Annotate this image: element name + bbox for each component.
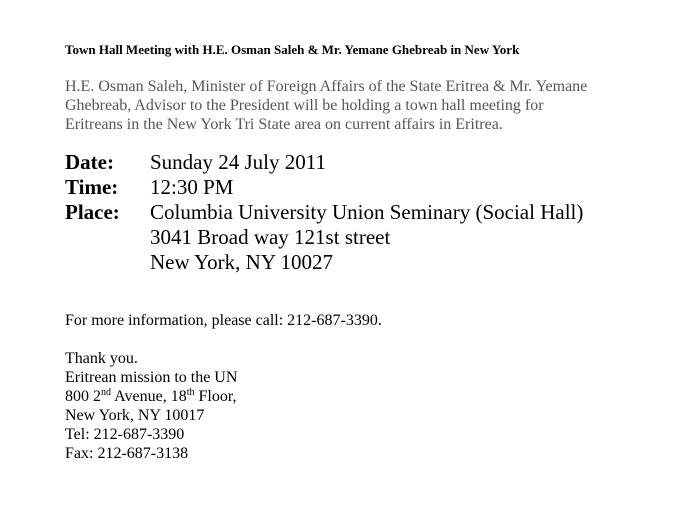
place-row-3 <box>65 250 583 275</box>
place-line-3: New York, NY 10027 <box>150 250 333 274</box>
place-line-1: Columbia University Union Seminary (Social Hall) <box>150 200 584 224</box>
document-title: Town Hall Meeting with H.E. Osman Saleh & Mr. Yemane Ghebreab in New York <box>65 42 520 57</box>
place-row-2 <box>65 225 583 250</box>
place-label: Place: <box>65 200 120 224</box>
street-address: 800 2nd Avenue, 18th Floor, <box>65 387 237 405</box>
intro-line: H.E. Osman Saleh, Minister of Foreign Affairs of the State Eritrea & Mr. Yemane <box>65 78 588 95</box>
date-label: Date: <box>65 150 114 174</box>
intro-paragraph <box>65 77 645 134</box>
time-label: Time: <box>65 175 119 199</box>
fax: Fax: 212-687-3138 <box>65 445 189 462</box>
city-address: New York, NY 10017 <box>65 407 205 424</box>
date-row <box>65 150 583 175</box>
thanks-text: Thank you. <box>65 350 138 367</box>
telephone: Tel: 212-687-3390 <box>65 426 185 443</box>
more-info-text: For more information, please call: 212-687-3390. <box>65 312 382 329</box>
time-row <box>65 175 583 200</box>
place-line-2: 3041 Broad way 121st street <box>150 225 391 249</box>
date-value: Sunday 24 July 2011 <box>150 150 326 174</box>
organization-name: Eritrean mission to the UN <box>65 369 238 386</box>
event-details <box>65 150 583 275</box>
intro-line: Eritreans in the New York Tri State area on current affairs in Eritrea. <box>65 116 503 133</box>
place-row <box>65 200 583 225</box>
contact-block <box>65 349 237 463</box>
intro-line: Ghebreab, Advisor to the President will be holding a town hall meeting for <box>65 97 544 114</box>
time-value: 12:30 PM <box>150 175 234 199</box>
